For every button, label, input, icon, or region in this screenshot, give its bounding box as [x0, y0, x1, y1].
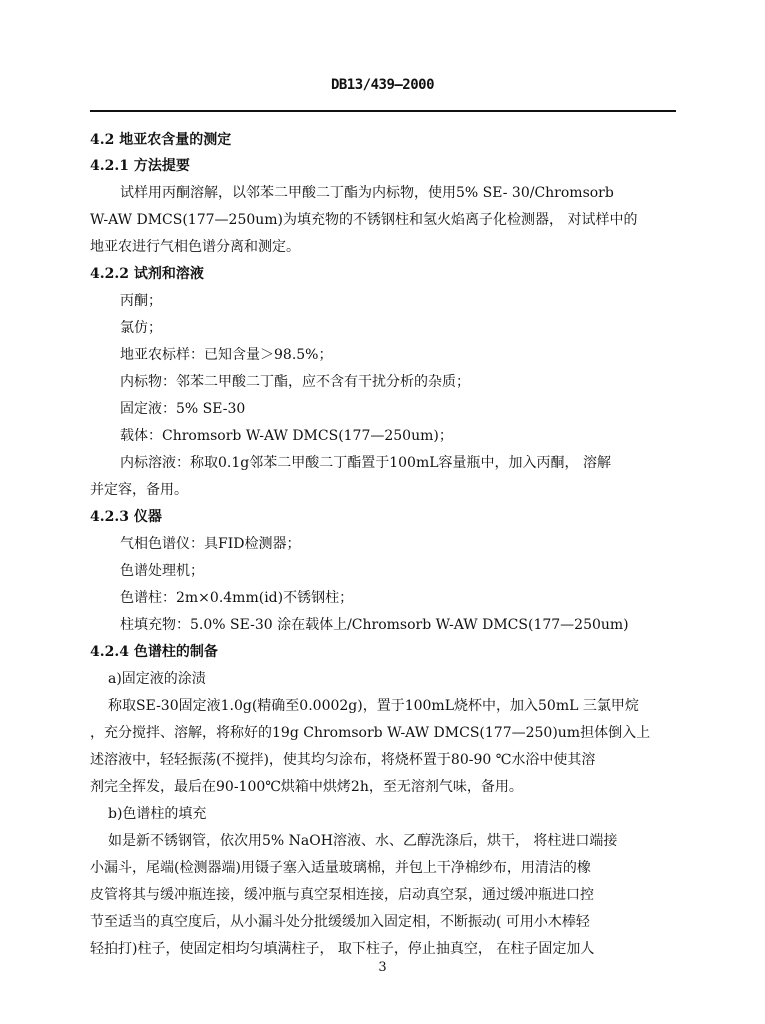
paragraph-line: W-AW DMCS(177—250um)为填充物的不锈钢柱和氢火焰离子化检测器， 对试样中的	[90, 212, 638, 228]
paragraph-line: 轻拍打)柱子，使固定相均匀填满柱子， 取下柱子，停止抽真空， 在柱子固定加人	[90, 941, 595, 957]
list-item: 丙酮；	[120, 293, 162, 309]
paragraph-line: 地亚农进行气相色谱分离和测定。	[90, 239, 300, 255]
subsection-heading: 4.2.2 试剂和溶液	[90, 266, 204, 282]
list-item: 氯仿；	[120, 320, 162, 336]
paragraph-line: 小漏斗，尾端(检测器端)用镊子塞入适量玻璃棉，并包上干净棉纱布，用清洁的橡	[90, 860, 591, 876]
page-number: 3	[378, 960, 387, 975]
list-item: 色谱柱：2m×0.4mm(id)不锈钢柱；	[120, 590, 354, 606]
paragraph-line: 述溶液中，轻轻振荡(不搅拌)，使其均匀涂布，将烧杯置于80-90 ℃水浴中使其溶	[90, 752, 596, 768]
list-item: 内标溶液：称取0.1g邻苯二甲酸二丁酯置于100mL容量瓶中，加入丙酮， 溶解	[120, 455, 611, 471]
list-item: 内标物：邻苯二甲酸二丁酯，应不含有干扰分析的杂质；	[120, 374, 470, 390]
section-heading: 4.2 地亚农含量的测定	[90, 132, 232, 148]
list-item: 固定液：5% SE-30	[120, 401, 246, 417]
subsection-heading: 4.2.3 仪器	[90, 509, 162, 525]
standard-number: DB13/439—2000	[330, 77, 435, 93]
subsection-heading: 4.2.1 方法提要	[90, 158, 190, 174]
paragraph-line: 节至适当的真空度后，从小漏斗处分批缓缓加入固定相，不断振动( 可用小木棒轻	[90, 914, 590, 930]
header-rule	[90, 110, 676, 112]
paragraph-line: 皮管将其与缓冲瓶连接，缓冲瓶与真空泵相连接，启动真空泵，通过缓冲瓶进口控	[90, 887, 594, 903]
paragraph-line: 如是新不锈钢管，依次用5% NaOH溶液、水、乙醇洗涤后，烘干， 将柱进口端接	[108, 833, 618, 849]
list-item: 气相色谱仪：具FID检测器；	[120, 536, 301, 552]
step-heading: a)固定液的涂渍	[108, 671, 206, 687]
paragraph-line: 剂完全挥发，最后在90-100℃烘箱中烘烤2h，至无溶剂气味，备用。	[90, 779, 523, 795]
paragraph-line: 称取SE-30固定液1.0g(精确至0.0002g)，置于100mL烧杯中，加入50mL 三氯甲烷	[108, 698, 639, 714]
list-item: 地亚农标样：已知含量＞98.5%；	[120, 347, 333, 363]
step-heading: b)色谱柱的填充	[108, 806, 207, 822]
paragraph-line: ，充分搅拌、溶解，将称好的19g Chromsorb W-AW DMCS(177—250)um担体倒入上	[90, 725, 651, 741]
list-item: 色谱处理机；	[120, 563, 204, 579]
list-item: 柱填充物：5.0% SE-30 涂在载体上/Chromsorb W-AW DMCS(177—250um)	[120, 617, 629, 633]
list-item: 载体：Chromsorb W-AW DMCS(177—250um)；	[120, 428, 453, 444]
subsection-heading: 4.2.4 色谱柱的制备	[90, 644, 218, 660]
paragraph-line: 试样用丙酮溶解，以邻苯二甲酸二丁酯为内标物，使用5% SE- 30/Chromsorb	[120, 185, 614, 201]
paragraph-line: 并定容，备用。	[90, 482, 188, 498]
